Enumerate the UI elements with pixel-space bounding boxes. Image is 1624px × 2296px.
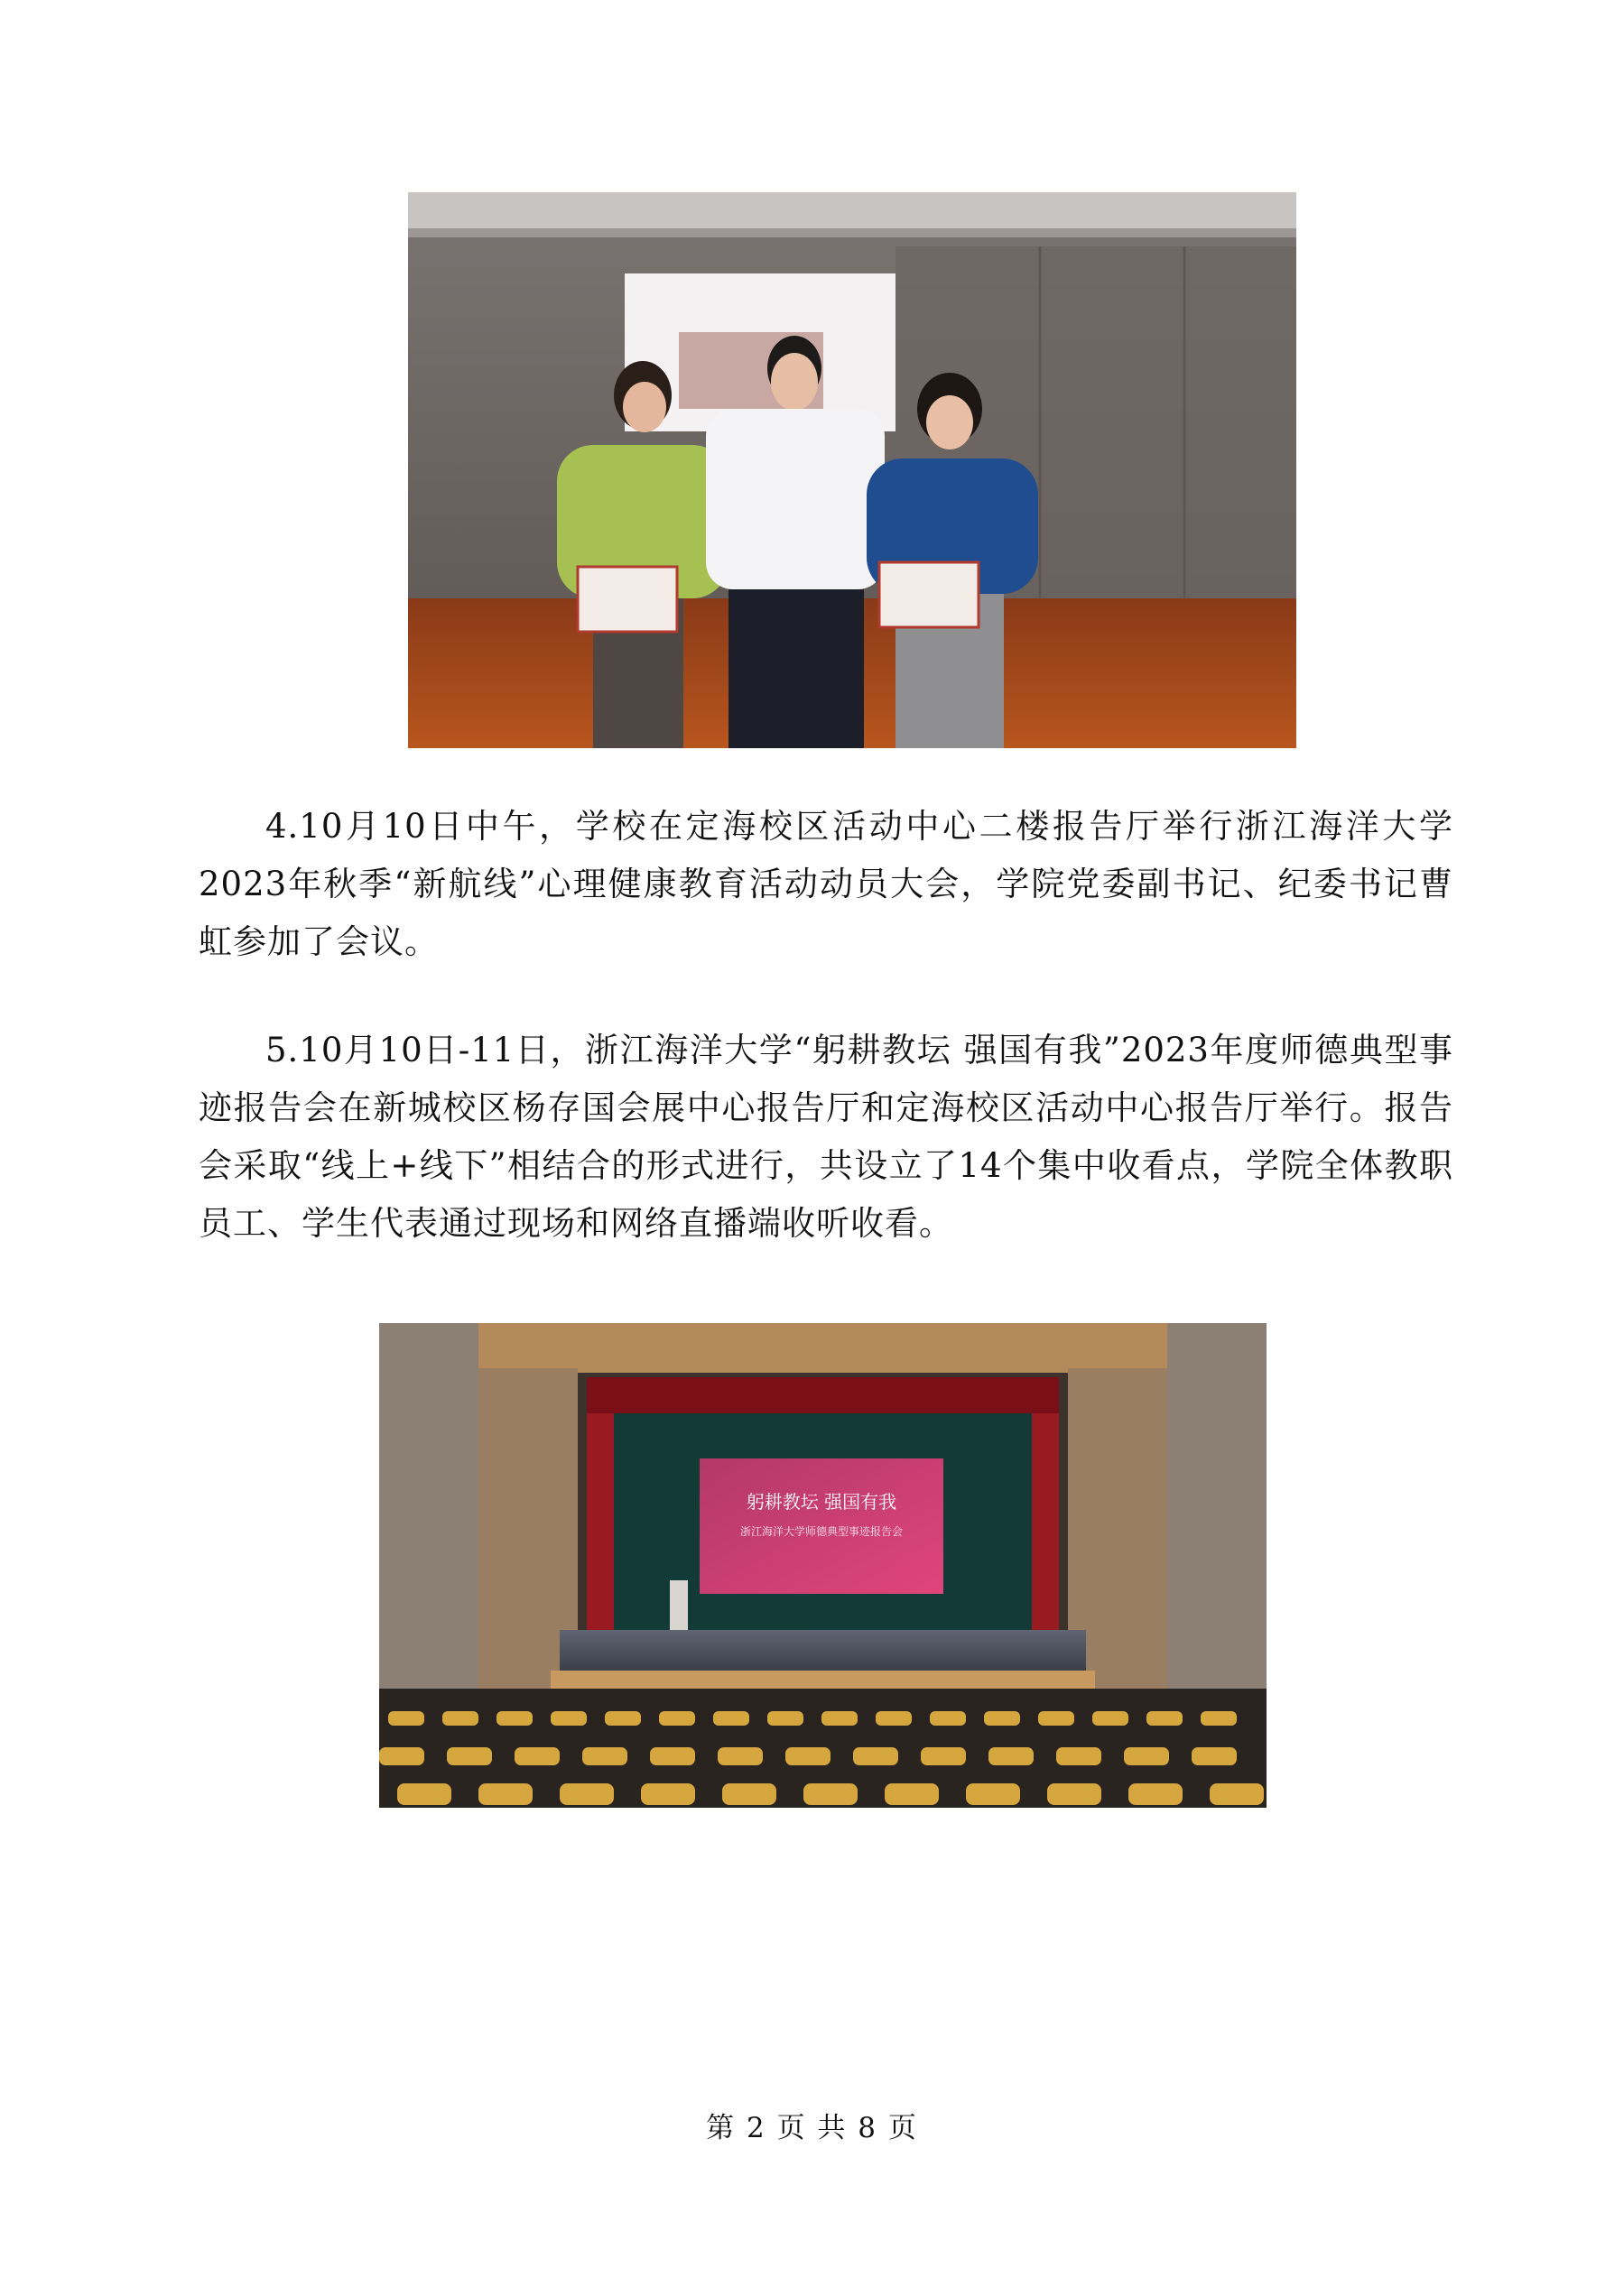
screen-subtitle: 浙江海洋大学师德典型事迹报告会: [739, 1525, 904, 1538]
auditorium-photo: [379, 1323, 1267, 1808]
award-ceremony-photo: [408, 192, 1296, 748]
page-footer: 第 2 页 共 8 页: [706, 2112, 918, 2144]
paragraph-item-5: 5.10月10日-11日，浙江海洋大学“躬耕教坛 强国有我”2023年度师德典型事迹报告会在新城校区杨存国会展中心报告厅和定海校区活动中心报告厅举行。报告会采取“线上+线下”相结合的形式进行，共设立了14个集中收看点，学院全体教职员工、学生代表通过现场和网络直播端收听收看。: [199, 1031, 1453, 1243]
paragraph-item-4: 4.10月10日中午，学校在定海校区活动中心二楼报告厅举行浙江海洋大学2023年秋季“新航线”心理健康教育活动动员大会，学院党委副书记、纪委书记曹虹参加了会议。: [199, 807, 1453, 961]
screen-title: 躬耕教坛 强国有我: [746, 1491, 897, 1513]
